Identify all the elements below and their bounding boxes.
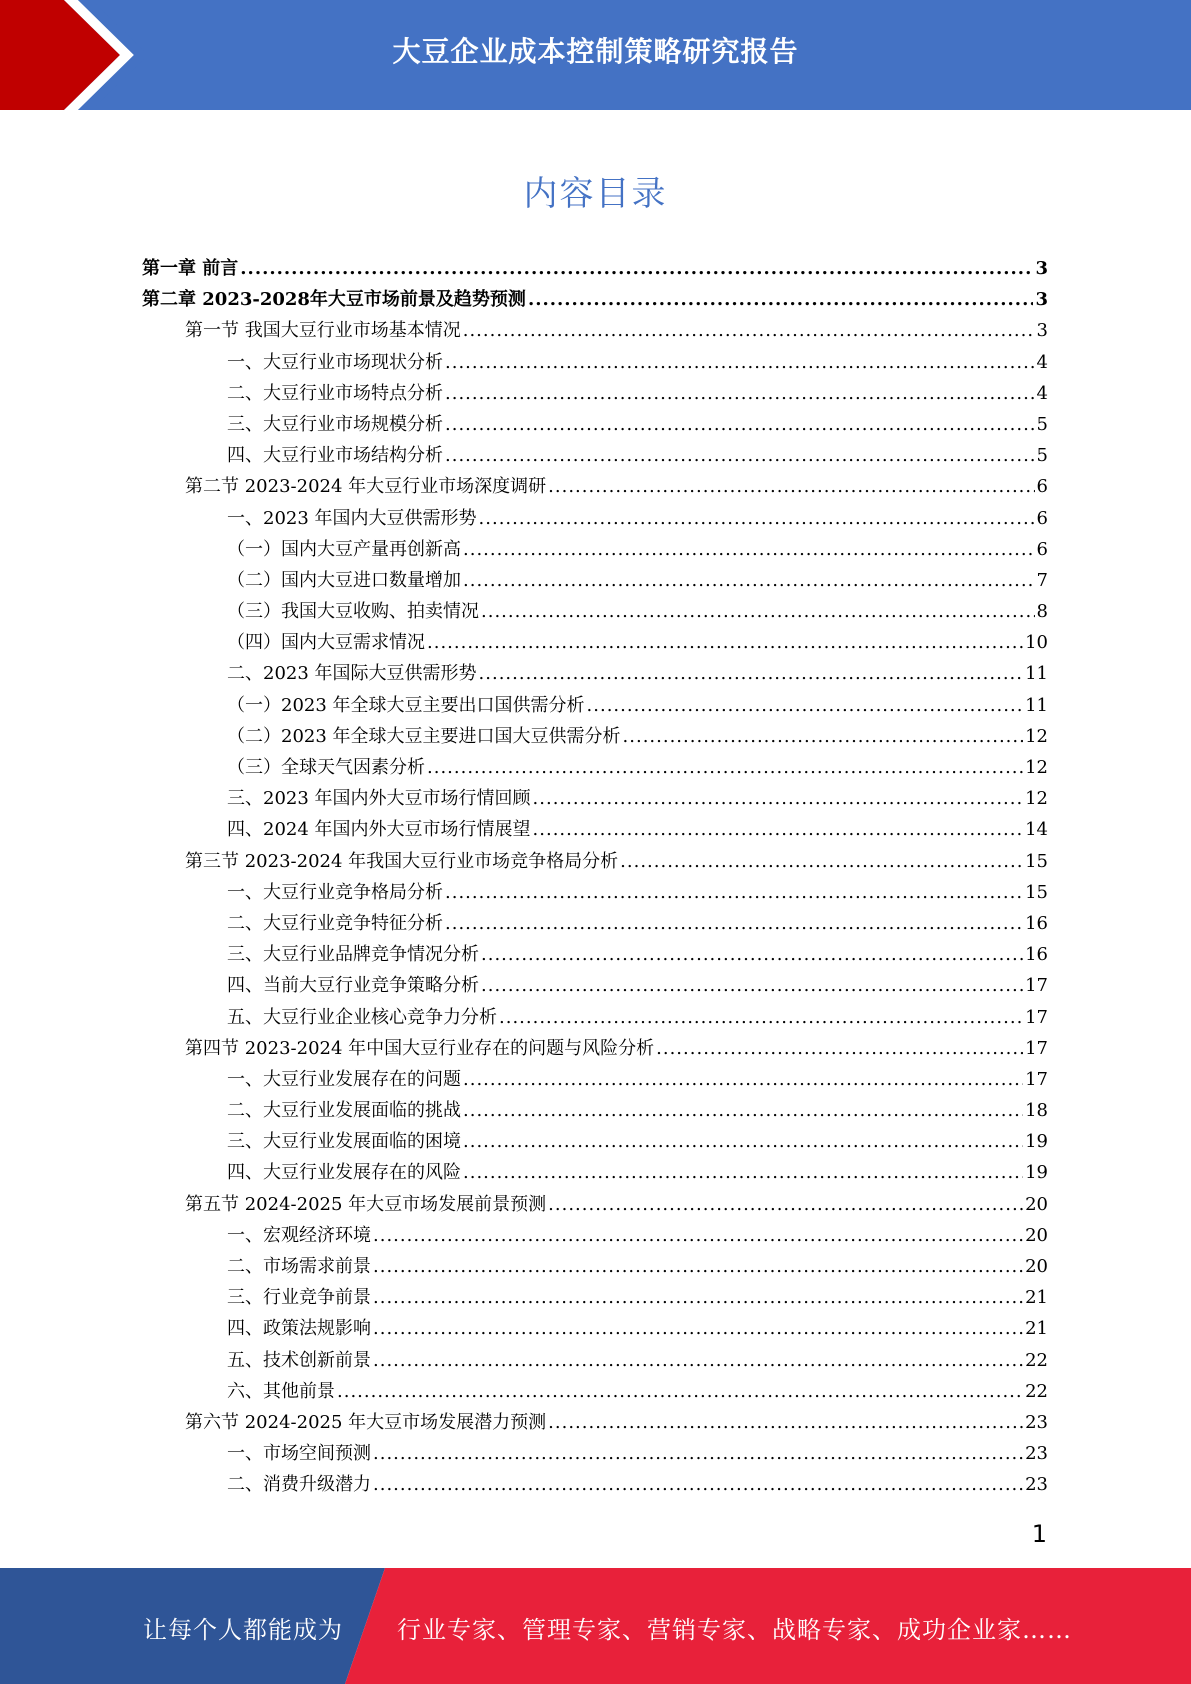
toc-leader-dots (479, 503, 1035, 534)
toc-leader-dots (445, 440, 1035, 471)
toc-leader-dots (463, 1064, 1023, 1095)
toc-entry-title: 三、大豆行业发展面临的困境 (227, 1131, 461, 1153)
toc-leader-dots (373, 1469, 1023, 1500)
toc-entry-page: 18 (1025, 1100, 1048, 1122)
toc-leader-dots (463, 315, 1035, 346)
toc-entry-title: 二、市场需求前景 (227, 1256, 371, 1277)
toc-entry-title: 一、大豆行业市场现状分析 (227, 351, 443, 373)
toc-leader-dots (373, 1345, 1023, 1376)
toc-entry-page: 23 (1025, 1474, 1048, 1496)
toc-entry[interactable] (142, 1469, 1048, 1500)
toc-entry[interactable] (142, 1033, 1048, 1064)
toc-leader-dots (481, 596, 1035, 627)
toc-entry-title: 第一节 我国大豆行业市场基本情况 (185, 320, 461, 342)
toc-entry-title: 一、宏观经济环境 (227, 1224, 371, 1246)
toc-entry-page: 19 (1025, 1162, 1048, 1184)
toc-entry-page: 17 (1025, 1006, 1048, 1028)
toc-leader-dots (656, 1033, 1023, 1064)
toc-leader-dots (445, 877, 1023, 908)
toc-entry-title: 五、技术创新前景 (227, 1349, 371, 1371)
toc-entry[interactable] (142, 1251, 1048, 1282)
toc-leader-dots (481, 939, 1023, 970)
toc-entry-title: 二、2023 年国际大豆供需形势 (227, 663, 477, 685)
toc-entry-page: 20 (1025, 1193, 1048, 1215)
toc-entry-title: （二）国内大豆进口数量增加 (227, 569, 461, 591)
toc-entry-page: 21 (1025, 1318, 1048, 1340)
toc-entry[interactable] (142, 1438, 1048, 1469)
toc-entry-page: 19 (1025, 1131, 1048, 1153)
toc-entry-title: 五、大豆行业企业核心竞争力分析 (227, 1006, 497, 1028)
toc-entry[interactable] (142, 284, 1048, 315)
toc-entry-title: （三）我国大豆收购、拍卖情况 (227, 601, 479, 623)
toc-leader-dots (479, 658, 1024, 689)
toc-entry-page: 20 (1025, 1224, 1048, 1246)
toc-entry-title: 四、政策法规影响 (227, 1318, 371, 1340)
toc-entry[interactable] (142, 877, 1048, 908)
toc-entry-page: 12 (1025, 725, 1048, 747)
toc-entry-title: 第二节 2023-2024 年大豆行业市场深度调研 (185, 476, 547, 498)
toc-entry-page: 17 (1025, 975, 1048, 997)
toc-entry[interactable] (142, 752, 1048, 783)
toc-leader-dots (373, 1282, 1023, 1313)
footer-slogan-left: 让每个人都能成为 (143, 1616, 343, 1644)
toc-leader-dots (548, 471, 1034, 502)
toc-leader-dots (499, 1002, 1023, 1033)
toc-entry-page: 23 (1025, 1443, 1048, 1465)
toc-entry-title: 四、大豆行业发展存在的风险 (227, 1162, 461, 1184)
toc-entry-title: 第三节 2023-2024 年我国大豆行业市场竞争格局分析 (185, 850, 619, 872)
toc-leader-dots (240, 253, 1033, 284)
toc-entry-page: 3 (1035, 258, 1048, 279)
toc-entry-page: 11 (1025, 663, 1048, 685)
toc-entry[interactable] (142, 503, 1048, 534)
toc-entry-page: 15 (1025, 881, 1048, 903)
toc-entry[interactable] (142, 1157, 1048, 1188)
table-of-contents (142, 253, 1048, 1501)
toc-entry[interactable] (142, 814, 1048, 845)
toc-entry-title: （一）国内大豆产量再创新高 (227, 538, 461, 560)
toc-leader-dots (373, 1251, 1023, 1282)
toc-leader-dots (445, 347, 1035, 378)
toc-entry-title: 二、大豆行业发展面临的挑战 (227, 1100, 461, 1122)
toc-leader-dots (548, 1189, 1023, 1220)
toc-entry-title: 三、行业竞争前景 (227, 1287, 371, 1309)
toc-leader-dots (373, 1220, 1023, 1251)
toc-entry[interactable] (142, 315, 1048, 346)
toc-entry[interactable] (142, 970, 1048, 1001)
toc-entry-title: 第二章 2023-2028年大豆市场前景及趋势预测 (142, 289, 526, 311)
toc-entry-title: （四）国内大豆需求情况 (227, 632, 425, 654)
toc-leader-dots (373, 1313, 1023, 1344)
toc-entry-page: 8 (1036, 601, 1048, 623)
toc-entry-page: 12 (1025, 788, 1048, 810)
toc-entry-page: 12 (1025, 757, 1048, 778)
toc-entry-title: 三、2023 年国内外大豆市场行情回顾 (227, 788, 531, 810)
toc-entry[interactable] (142, 1002, 1048, 1033)
toc-leader-dots (445, 908, 1023, 939)
toc-entry[interactable] (142, 1189, 1048, 1220)
toc-entry-title: 二、消费升级潜力 (227, 1474, 371, 1496)
toc-entry[interactable] (142, 1376, 1048, 1407)
toc-entry-title: 三、大豆行业品牌竞争情况分析 (227, 944, 479, 966)
toc-entry[interactable] (142, 471, 1048, 502)
toc-entry-page: 21 (1025, 1287, 1048, 1309)
toc-leader-dots (463, 1126, 1023, 1157)
toc-entry-title: 第五节 2024-2025 年大豆市场发展前景预测 (185, 1193, 547, 1215)
toc-entry[interactable] (142, 627, 1048, 658)
toc-leader-dots (481, 970, 1023, 1001)
toc-entry-page: 15 (1025, 850, 1048, 872)
toc-leader-dots (445, 409, 1035, 440)
toc-entry-page: 16 (1025, 912, 1048, 934)
toc-entry-page: 6 (1036, 538, 1048, 560)
toc-entry-page: 6 (1036, 476, 1048, 498)
toc-entry[interactable] (142, 565, 1048, 596)
toc-entry[interactable] (142, 721, 1048, 752)
toc-entry[interactable] (142, 440, 1048, 471)
toc-leader-dots (533, 814, 1024, 845)
toc-entry-title: 二、大豆行业竞争特征分析 (227, 912, 443, 934)
toc-entry-title: 四、2024 年国内外大豆市场行情展望 (227, 819, 531, 841)
toc-entry-page: 3 (1035, 289, 1048, 311)
toc-entry-page: 4 (1036, 351, 1048, 373)
toc-entry-title: 一、大豆行业发展存在的问题 (227, 1068, 461, 1090)
toc-entry-title: 四、当前大豆行业竞争策略分析 (227, 975, 479, 997)
toc-leader-dots (548, 1407, 1023, 1438)
toc-entry[interactable] (142, 1095, 1048, 1126)
toc-entry-page: 17 (1025, 1037, 1048, 1059)
toc-entry-title: （三）全球天气因素分析 (227, 757, 425, 778)
toc-entry-page: 16 (1025, 944, 1048, 966)
toc-entry[interactable] (142, 1220, 1048, 1251)
toc-entry-page: 14 (1025, 819, 1048, 841)
toc-leader-dots (337, 1376, 1023, 1407)
toc-leader-dots (623, 721, 1024, 752)
toc-leader-dots (620, 846, 1023, 877)
toc-entry[interactable] (142, 939, 1048, 970)
toc-leader-dots (427, 752, 1023, 783)
toc-leader-dots (463, 565, 1035, 596)
toc-entry[interactable] (142, 347, 1048, 378)
toc-leader-dots (533, 783, 1024, 814)
toc-entry-page: 7 (1036, 569, 1048, 591)
toc-entry-title: 一、2023 年国内大豆供需形势 (227, 507, 477, 529)
toc-entry-page: 22 (1025, 1349, 1048, 1371)
report-title: 大豆企业成本控制策略研究报告 (392, 35, 799, 68)
toc-entry-page: 3 (1036, 320, 1048, 342)
toc-entry-page: 5 (1036, 413, 1048, 435)
toc-leader-dots (445, 378, 1035, 409)
toc-leader-dots (463, 534, 1035, 565)
toc-entry-page: 22 (1025, 1380, 1048, 1402)
toc-entry-title: 第四节 2023-2024 年中国大豆行业存在的问题与风险分析 (185, 1037, 655, 1059)
toc-entry-title: 三、大豆行业市场规模分析 (227, 413, 443, 435)
toc-entry[interactable] (142, 658, 1048, 689)
footer-slogan-right: 行业专家、管理专家、营销专家、战略专家、成功企业家…… (397, 1616, 1072, 1644)
toc-entry-page: 17 (1025, 1068, 1048, 1090)
toc-entry[interactable] (142, 378, 1048, 409)
toc-entry[interactable] (142, 846, 1048, 877)
page-number: 1 (1031, 1520, 1047, 1548)
toc-entry-title: 第一章 前言 (142, 258, 239, 279)
toc-heading: 内容目录 (523, 174, 668, 214)
toc-entry-page: 5 (1036, 445, 1048, 467)
toc-entry[interactable] (142, 534, 1048, 565)
toc-entry-title: 四、大豆行业市场结构分析 (227, 445, 443, 467)
toc-entry-title: （一）2023 年全球大豆主要出口国供需分析 (227, 694, 585, 716)
toc-entry-page: 11 (1025, 694, 1048, 716)
toc-entry-title: 六、其他前景 (227, 1380, 335, 1402)
toc-entry[interactable] (142, 1282, 1048, 1313)
toc-entry[interactable] (142, 690, 1048, 721)
toc-entry-page: 10 (1025, 632, 1048, 654)
toc-entry-page: 4 (1036, 382, 1048, 404)
toc-entry[interactable] (142, 783, 1048, 814)
toc-entry-title: 第六节 2024-2025 年大豆市场发展潜力预测 (185, 1411, 547, 1433)
toc-entry[interactable] (142, 596, 1048, 627)
toc-entry-title: 一、大豆行业竞争格局分析 (227, 881, 443, 903)
footer-banner (0, 1568, 1191, 1684)
toc-entry-title: 二、大豆行业市场特点分析 (227, 382, 443, 404)
toc-leader-dots (587, 690, 1024, 721)
toc-entry[interactable] (142, 1126, 1048, 1157)
toc-entry-page: 6 (1036, 507, 1048, 529)
toc-entry[interactable] (142, 1313, 1048, 1344)
toc-leader-dots (373, 1438, 1023, 1469)
toc-entry-page: 23 (1025, 1411, 1048, 1433)
toc-entry[interactable] (142, 908, 1048, 939)
toc-entry-title: 一、市场空间预测 (227, 1443, 371, 1465)
toc-entry[interactable] (142, 1064, 1048, 1095)
toc-entry[interactable] (142, 253, 1048, 284)
toc-entry-title: （二）2023 年全球大豆主要进口国大豆供需分析 (227, 725, 621, 747)
toc-leader-dots (463, 1095, 1023, 1126)
toc-entry[interactable] (142, 1407, 1048, 1438)
header-banner (0, 0, 1191, 110)
toc-entry[interactable] (142, 1345, 1048, 1376)
toc-entry[interactable] (142, 409, 1048, 440)
toc-leader-dots (528, 284, 1034, 315)
toc-leader-dots (427, 627, 1023, 658)
toc-entry-page: 20 (1025, 1256, 1048, 1277)
toc-leader-dots (463, 1157, 1023, 1188)
